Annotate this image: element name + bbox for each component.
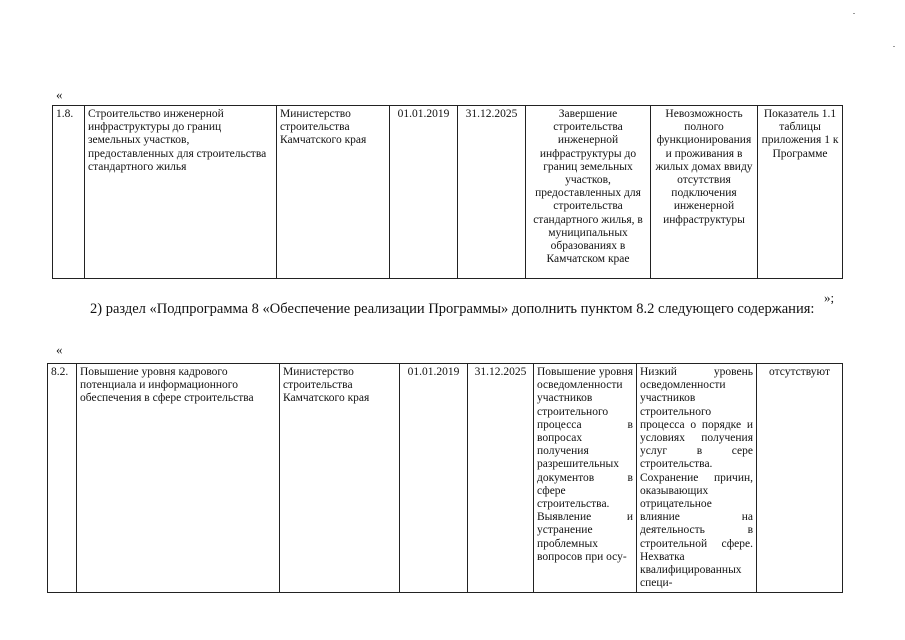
closing-quote: »; xyxy=(824,290,835,305)
opening-quote-1: « xyxy=(56,87,63,102)
end-date: 31.12.2025 xyxy=(468,364,534,593)
expected-result: Повышение уровня осведомленности участников строительного процесса в вопросах получения разрешительных документов в сфере строительства. Выявление и устранение проблемных вопросов при осу- xyxy=(534,364,637,593)
event-name: Повышение уровня кадрового потенциала и информационного обеспечения в сфере строительства xyxy=(77,364,280,593)
expected-result: Завершение строительства инженерной инфраструктуры до границ земельных участков, предоставленных для строительства стандартного жилья, в муниципальных образованиях в Камчатском крае xyxy=(526,106,651,279)
end-date: 31.12.2025 xyxy=(458,106,526,279)
executor: Министерство строительства Камчатского края xyxy=(280,364,400,593)
table-1 xyxy=(52,105,843,279)
table-2 xyxy=(47,363,843,593)
event-name: Строительство инженерной инфраструктуры до границ земельных участков, предоставленных для строительства стандартного жилья xyxy=(85,106,277,279)
consequences: Невозможность полного функционирования и проживания в жилых домах ввиду отсутствия подключения инженерной инфраструктуры xyxy=(651,106,758,279)
indicator: отсутствуют xyxy=(757,364,843,593)
start-date: 01.01.2019 xyxy=(390,106,458,279)
scan-speck xyxy=(893,46,895,47)
row-number: 1.8. xyxy=(53,106,85,279)
consequences: Низкий уровень осведомленности участников строительного процесса о порядке и условиях получения услуг в сере строительства. Сохранение причин, оказывающих отрицательное влияние на деятельность в строительной сфере. Нехватка квалифицированных специ- xyxy=(637,364,757,593)
table-row xyxy=(48,364,843,593)
row-number: 8.2. xyxy=(48,364,77,593)
opening-quote-2: « xyxy=(56,342,63,357)
amendment-paragraph: 2) раздел «Подпрограмма 8 «Обеспечение реализации Программы» дополнить пунктом 8.2 следующего содержания: xyxy=(90,301,815,317)
start-date: 01.01.2019 xyxy=(400,364,468,593)
executor: Министерство строительства Камчатского края xyxy=(277,106,390,279)
table-row xyxy=(53,106,843,279)
scan-speck xyxy=(853,13,855,14)
indicator: Показатель 1.1 таблицы приложения 1 к Программе xyxy=(758,106,843,279)
